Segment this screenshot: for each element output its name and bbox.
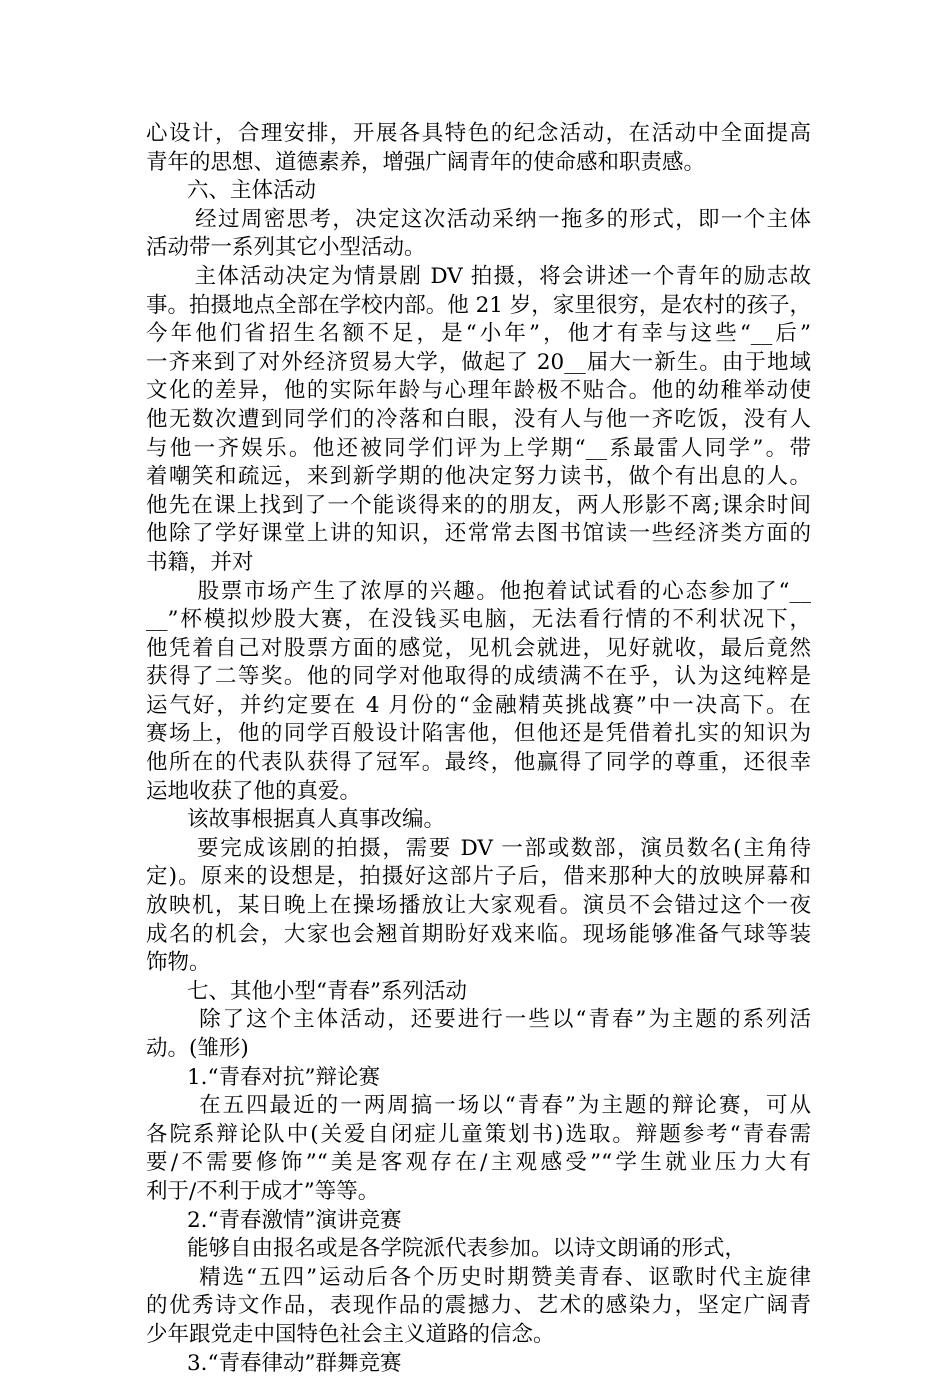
text-line: 各院系辩论队中(关爱自闭症儿童策划书)选取。辩题参考“青春需	[146, 1121, 811, 1147]
text-line: 文化的差异，他的实际年龄与心理年龄极不贴合。他的幼稚举动使	[146, 378, 811, 404]
text-line: 股票市场产生了浓厚的兴趣。他抱着试试看的心态参加了“__	[146, 578, 811, 604]
text-line: 心设计，合理安排，开展各具特色的纪念活动，在活动中全面提高	[146, 121, 811, 146]
text-line: 1.“青春对抗”辩论赛	[146, 1064, 381, 1090]
text-line: 除了这个主体活动，还要进行一些以“青春”为主题的系列活	[146, 1007, 811, 1033]
text-line: 六、主体活动	[146, 178, 317, 204]
text-line: 定)。原来的设想是，拍摄好这部片子后，借来那种大的放映屏幕和	[146, 864, 811, 890]
text-line: 少年跟党走中国特色社会主义道路的信念。	[146, 1321, 555, 1347]
text-line: 主体活动决定为情景剧 DV 拍摄，将会讲述一个青年的励志故	[146, 263, 811, 289]
text-line: 七、其他小型“青春”系列活动	[146, 978, 467, 1004]
text-line: 3.“青春律动”群舞竞赛	[146, 1350, 402, 1376]
text-line: 饰物。	[146, 950, 211, 976]
text-line: 动。(雏形)	[146, 1036, 249, 1061]
text-line: 赛场上，他的同学百般设计陷害他，但他还是凭借着扎实的知识为	[146, 721, 811, 747]
text-line: 青年的思想、道德素养，增强广阔青年的使命感和职责感。	[146, 149, 706, 175]
text-line: 2.“青春激情”演讲竞赛	[146, 1207, 402, 1233]
text-line: 他凭着自己对股票方面的感觉，见机会就进，见好就收，最后竟然	[146, 635, 811, 661]
text-line: 运地收获了他的真爱。	[146, 778, 362, 804]
text-line: 经过周密思考，决定这次活动采纳一拖多的形式，即一个主体	[146, 206, 811, 232]
text-line: 获得了二等奖。他的同学对他取得的成绩满不在乎，认为这纯粹是	[146, 664, 811, 690]
text-line: 着嘲笑和疏远，来到新学期的他决定努力读书，做个有出息的人。	[146, 464, 811, 490]
text-line: 利于/不利于成才”等等。	[146, 1178, 380, 1204]
text-line: 他除了学好课堂上讲的知识，还常常去图书馆读一些经济类方面的	[146, 521, 811, 547]
text-line: 在五四最近的一两周搞一场以“青春”为主题的辩论赛，可从	[146, 1093, 811, 1119]
text-line: 他所在的代表队获得了冠军。最终，他赢得了同学的尊重，还很幸	[146, 750, 811, 776]
text-line: 精选“五四”运动后各个历史时期赞美青春、讴歌时代主旋律	[146, 1264, 811, 1290]
text-line: 他先在课上找到了一个能谈得来的的朋友，两人形影不离;课余时间	[146, 492, 811, 518]
text-line: 一齐来到了对外经济贸易大学，做起了 20__届大一新生。由于地域	[146, 349, 811, 375]
text-line: 事。拍摄地点全部在学校内部。他 21 岁，家里很穷，是农村的孩子，	[146, 292, 811, 318]
text-line: 运气好，并约定要在 4 月份的“金融精英挑战赛”中一决高下。在	[146, 692, 811, 718]
text-line: 放映机，某日晚上在操场播放让大家观看。演员不会错过这个一夜	[146, 893, 811, 919]
text-line: 书籍，并对	[146, 549, 254, 575]
text-line: 要/不需要修饰”“美是客观存在/主观感受”“学生就业压力大有	[146, 1150, 811, 1176]
text-line: 要完成该剧的拍摄，需要 DV 一部或数部，演员数名(主角待	[146, 835, 811, 861]
text-line: 的优秀诗文作品，表现作品的震撼力、艺术的感染力，坚定广阔青	[146, 1293, 811, 1319]
text-line: 他无数次遭到同学们的冷落和白眼，没有人与他一齐吃饭，没有人	[146, 406, 811, 432]
text-line: 今年他们省招生名额不足，是“小年”，他才有幸与这些“__后”	[146, 321, 811, 347]
document-body	[146, 120, 811, 1378]
text-line: 成名的机会，大家也会翘首期盼好戏来临。现场能够准备气球等装	[146, 921, 811, 947]
text-line: 与他一齐娱乐。他还被同学们评为上学期“__系最雷人同学”。带	[146, 435, 811, 461]
text-line: 能够自由报名或是各学院派代表参加。以诗文朗诵的形式，	[146, 1236, 747, 1262]
text-line: 活动带一系列其它小型活动。	[146, 235, 426, 261]
text-line: 该故事根据真人真事改编。	[146, 807, 446, 833]
text-line: __”杯模拟炒股大赛，在没钱买电脑，无法看行情的不利状况下，	[146, 607, 811, 633]
